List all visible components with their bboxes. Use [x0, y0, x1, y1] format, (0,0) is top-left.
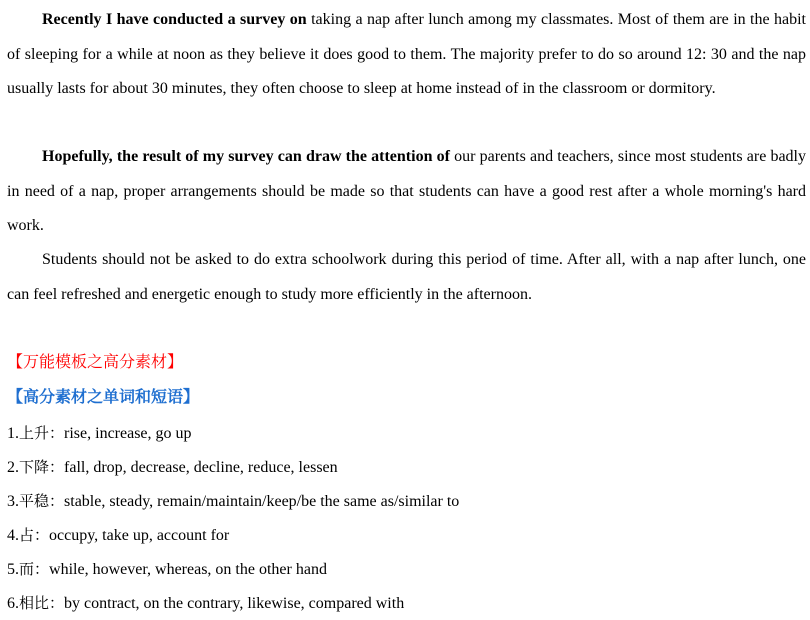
section-title: 【万能模板之高分素材】 [7, 352, 184, 371]
essay-paragraph-1 [7, 3, 806, 107]
vocab-item [7, 554, 327, 585]
item-number: 1. [7, 425, 19, 442]
essay-paragraph-3: Students should not be asked to do extra schoolwork during this period of time. After all, with a nap after lunch, one can feel refreshed and energetic enough to study more efficiently in the afternoon. [7, 251, 806, 303]
paragraph-2-bold-lead: Hopefully, the result of my survey can draw the attention of [42, 148, 450, 165]
item-english-words: stable, steady, remain/maintain/keep/be the same as/similar to [64, 493, 460, 510]
item-chinese-term: 而： [19, 560, 50, 578]
item-chinese-term: 相比： [19, 594, 65, 612]
item-english-words: occupy, take up, account for [49, 527, 230, 544]
item-number: 5. [7, 561, 19, 578]
item-english-words: rise, increase, go up [64, 425, 192, 442]
item-english-words: fall, drop, decrease, decline, reduce, lessen [64, 459, 338, 476]
item-number: 3. [7, 493, 19, 510]
item-number: 6. [7, 595, 19, 612]
vocab-item [7, 418, 192, 449]
item-chinese-term: 平稳： [19, 492, 65, 510]
item-number: 2. [7, 459, 19, 476]
essay-paragraph-2 [7, 140, 806, 244]
item-english-words: while, however, whereas, on the other hand [49, 561, 327, 578]
item-chinese-term: 上升： [19, 424, 65, 442]
paragraph-1-text: taking a nap after lunch among my classmates. Most of them are in the habit of sleeping for a while at noon as they believe it does good to them. The majority prefer to do so around 12: 30 and the nap usually lasts for about 30 minutes, they often choose to sleep at home instead of in the classroom or dormitory. [7, 11, 806, 97]
vocab-item [7, 486, 459, 517]
paragraph-1-bold-lead: Recently I have conducted a survey on [42, 11, 307, 28]
item-number: 4. [7, 527, 19, 544]
item-english-words: by contract, on the contrary, likewise, compared with [64, 595, 405, 612]
vocab-item [7, 452, 338, 483]
paragraph-2-text: our parents and teachers, since most students are badly in need of a nap, proper arrangements should be made so that students can have a good rest after a whole morning's hard work. [7, 148, 807, 234]
vocab-item [7, 588, 404, 619]
section-subtitle: 【高分素材之单词和短语】 [7, 387, 200, 406]
vocab-item [7, 520, 229, 551]
item-chinese-term: 占： [19, 526, 50, 544]
item-chinese-term: 下降： [19, 458, 65, 476]
